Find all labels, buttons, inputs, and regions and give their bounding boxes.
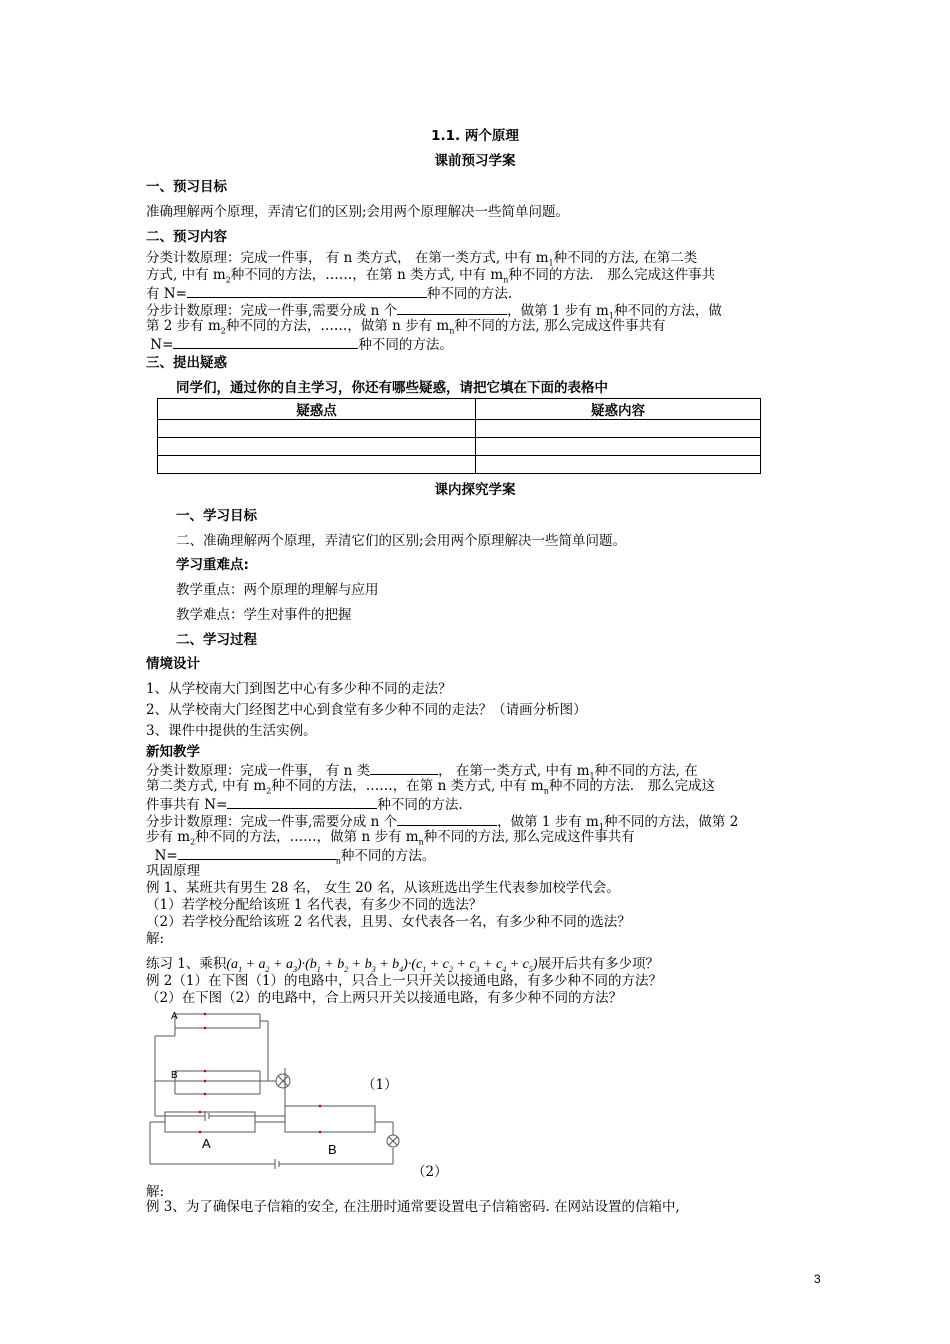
addition-principle-line3: 有 N= 种不同的方法. [146, 286, 513, 302]
blank-n-sum[interactable] [187, 284, 427, 298]
consolidation-heading: 巩固原理 [146, 863, 200, 879]
scenario-question-2: 2、从学校南大门经图艺中心到食堂有多少种不同的走法？（请画分析图） [146, 702, 587, 718]
blank-ways[interactable] [370, 761, 438, 775]
table-row [158, 438, 761, 456]
example-2-part-2: （2）在下图（2）的电路中，合上两只开关以接通电路，有多少种不同的方法？ [146, 990, 623, 1006]
learning-goal-text: 二、准确理解两个原理，弄清它们的区别;会用两个原理解决一些简单问题。 [176, 533, 627, 549]
table-cell[interactable] [476, 438, 761, 456]
circuit-diagram-2 [145, 1100, 405, 1170]
solution-label-2: 解: [146, 1184, 165, 1200]
example-1: 例 1、某班共有男生 28 名， 女生 20 名，从该班选出学生代表参加校学代会。 [146, 880, 620, 896]
difficult-point: 教学难点：学生对事件的把握 [176, 607, 352, 623]
table-cell[interactable] [158, 420, 476, 438]
example-3: 例 3、为了确保电子信箱的安全, 在注册时通常要设置电子信箱密码. 在网站设置的信箱中, [146, 1199, 680, 1215]
new-addition-line3: 件事共有 N= 种不同的方法. [146, 797, 463, 813]
solution-label-1: 解: [146, 931, 165, 947]
new-multiplication-line2: 步有 $m_2$种不同的方法，……，做第 n 步有 $m_n$种不同的方法, 那么完成这件事共有 [146, 829, 635, 847]
page-number: 3 [814, 1272, 821, 1286]
example-1-part-1: （1）若学校分配给该班 1 名代表，有多少不同的选法？ [146, 897, 483, 913]
table-cell[interactable] [476, 420, 761, 438]
switch-group-label-b: B [171, 1070, 178, 1081]
preview-goal-text: 准确理解两个原理，弄清它们的区别;会用两个原理解决一些简单问题。 [146, 204, 570, 220]
blank-n-product-2[interactable] [178, 846, 336, 860]
table-cell[interactable] [476, 456, 761, 474]
practice-1: 练习 1、乘积$(a_1 + a_2 + a_3)\cdot(b_1 + b_2 + b_3 + b_4)\cdot(c_1 + c_2 + c_3 + c_4 + c_5)$展开后共有多少项？ [146, 956, 660, 974]
table-row [158, 456, 761, 474]
blank-steps-2[interactable] [397, 812, 497, 826]
figure-2-caption: （2） [412, 1164, 448, 1180]
figure-1-caption: （1） [362, 1077, 398, 1093]
switch-group-label-a: A [171, 1011, 178, 1022]
section-title-preview: 课前预习学案 [434, 153, 516, 169]
product-formula: $(a_1 + a_2 + a_3)\cdot(b_1 + b_2 + b_3 + b_4)\cdot(c_1 + c_2 + c_3 + c_4 + c_5)$ [226, 957, 538, 974]
heading-learning-process: 二、学习过程 [176, 632, 257, 648]
multiplication-principle-line2: 第 2 步有 $m_2$种不同的方法，……，做第 n 步有 $m_n$种不同的方法, 那么完成这件事共有 [146, 318, 666, 336]
heading-preview-goal: 一、预习目标 [146, 179, 227, 195]
table-cell[interactable] [158, 456, 476, 474]
example-2-part-1: 例 2（1）在下图（1）的电路中，只合上一只开关以接通电路，有多少种不同的方法？ [146, 973, 663, 989]
table-row [158, 420, 761, 438]
addition-principle-line1: 分类计数原理：完成一件事， 有 n 类方式， 在第一类方式, 中有 $m_1$种不同的方法, 在第二类 [146, 250, 698, 268]
multiplication-principle-line1: 分步计数原理：完成一件事,需要分成 n 个 ，做第 1 步有 $m_1$种不同的方法，做 [146, 303, 722, 321]
heading-preview-content: 二、预习内容 [146, 229, 227, 245]
switch-group-label-b: B [328, 1142, 337, 1157]
new-addition-line2: 第二类方式, 中有 $m_2$种不同的方法，……，在第 n 类方式, 中有 $m_n$种不同的方法． 那么完成这 [146, 778, 716, 796]
scenario-question-1: 1、从学校南大门到图艺中心有多少种不同的走法？ [146, 681, 452, 697]
page-title: 1.1. 两个原理 [431, 128, 519, 144]
new-multiplication-line1: 分步计数原理：完成一件事,需要分成 n 个 ，做第 1 步有 $m_1$种不同的方法，做第 2 [146, 814, 739, 832]
table-header-point: 疑惑点 [158, 399, 476, 420]
blank-n-product[interactable] [173, 335, 358, 349]
key-point: 教学重点：两个原理的理解与应用 [176, 582, 379, 598]
heading-learning-goal: 一、学习目标 [176, 508, 257, 524]
blank-n-sum-2[interactable] [227, 795, 377, 809]
questions-table [157, 398, 761, 474]
switch-group-label-a: A [202, 1136, 211, 1151]
heading-new-knowledge: 新知教学 [146, 744, 200, 760]
questions-instruction: 同学们，通过你的自主学习，你还有哪些疑惑，请把它填在下面的表格中 [176, 380, 608, 396]
table-cell[interactable] [158, 438, 476, 456]
heading-key-points: 学习重难点: [176, 557, 249, 573]
table-header-content: 疑惑内容 [476, 399, 761, 420]
heading-questions: 三、提出疑惑 [146, 355, 227, 371]
section-title-inclass: 课内探究学案 [434, 482, 516, 498]
example-1-part-2: （2）若学校分配给该班 2 名代表，且男、女代表各一名，有多少种不同的选法？ [146, 914, 631, 930]
new-addition-line1: 分类计数原理：完成一件事， 有 n 类 ， 在第一类方式, 中有 $m_1$种不同的方法, 在 [146, 763, 698, 781]
heading-scenario: 情境设计 [146, 656, 200, 672]
scenario-question-3: 3、课件中提供的生活实例。 [146, 723, 317, 739]
blank-steps[interactable] [397, 301, 507, 315]
multiplication-principle-line3: N= 种不同的方法。 [150, 337, 453, 353]
addition-principle-line2: 方式, 中有 $m_2$种不同的方法，……，在第 n 类方式, 中有 $m_n$种不同的方法． 那么完成这件事共 [146, 267, 716, 285]
new-multiplication-line3: N= $_n$种不同的方法。 [154, 848, 436, 866]
